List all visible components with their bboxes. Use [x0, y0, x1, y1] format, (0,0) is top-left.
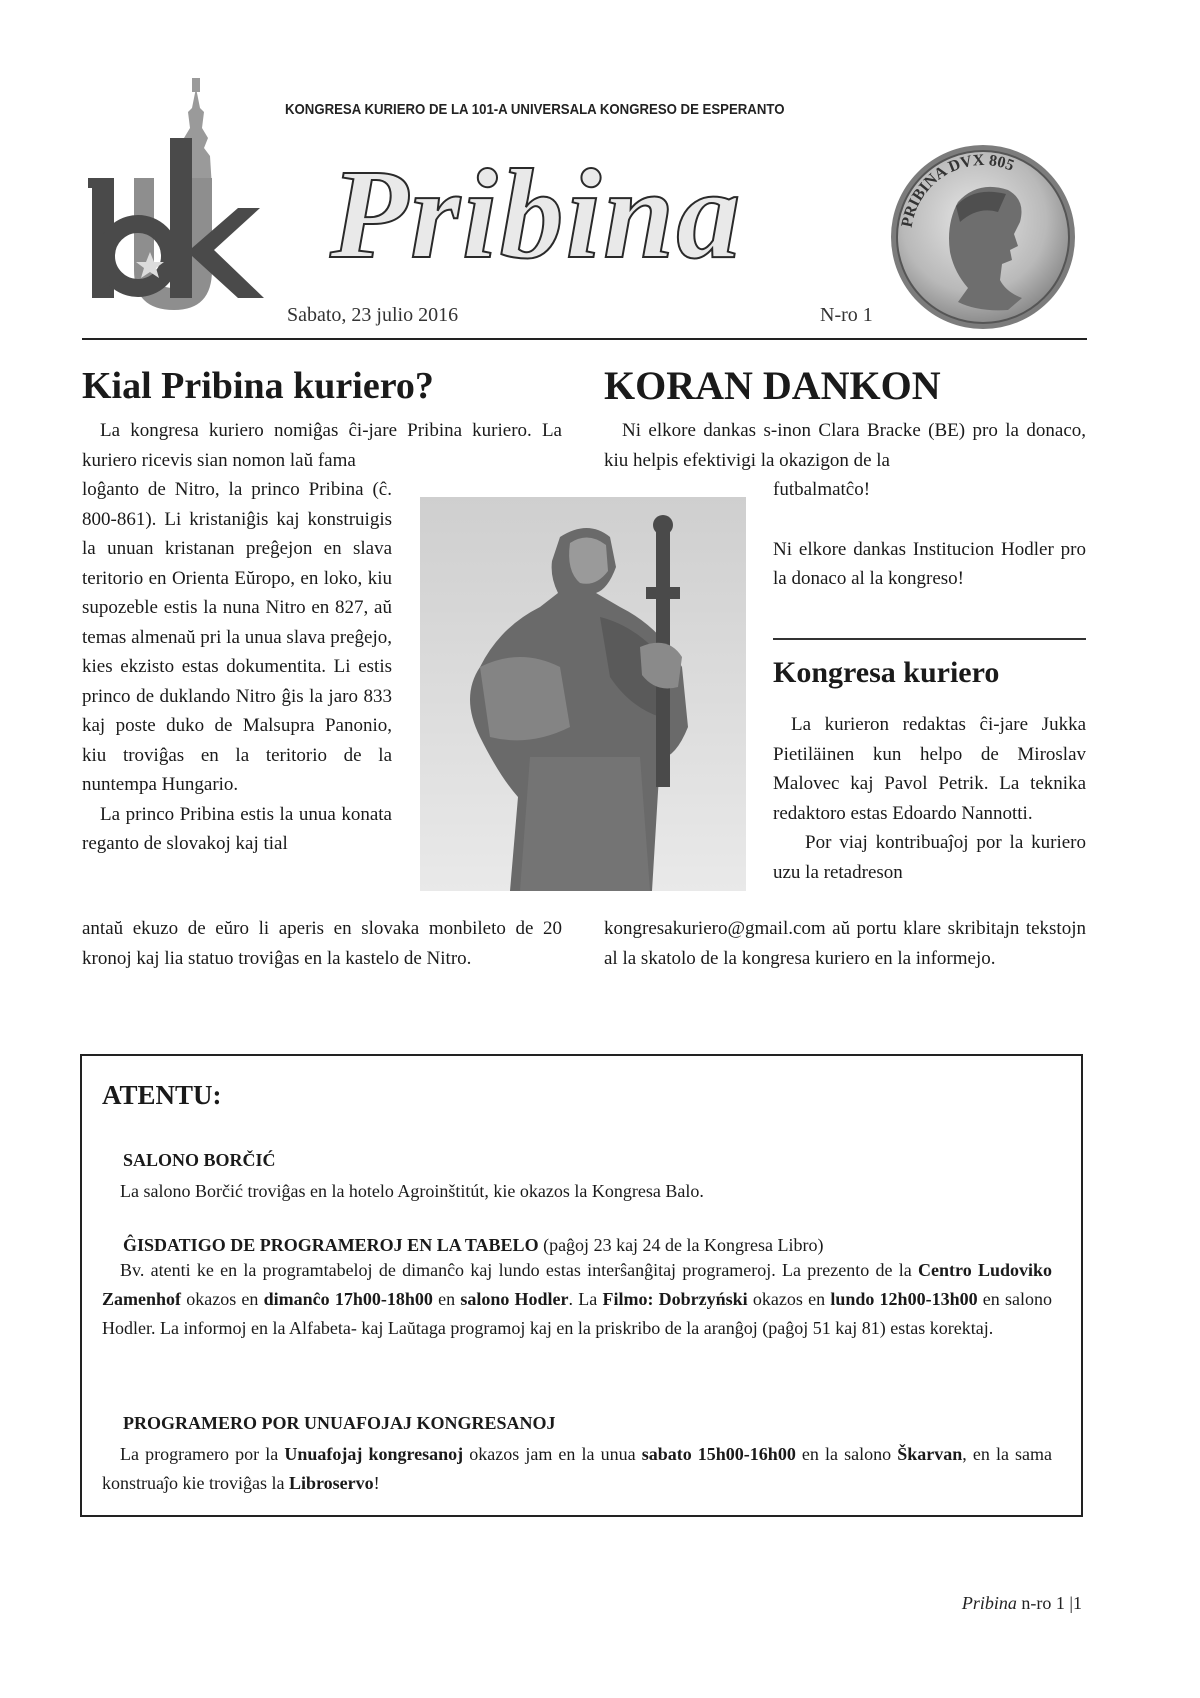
unuafojaj-text: La programero por la Unuafojaj kongresanoj okazos jam en la unua sabato 15h00-16h00 en la salono Škarvan, en la sama konstruaĵo kie troviĝas la Libroservo! — [102, 1444, 1053, 1493]
issue-number: N-ro 1 — [820, 304, 873, 326]
left-article-narrow — [82, 475, 392, 859]
left-article-bottom: antaŭ ekuzo de eŭro li aperis en slovaka monbileto de 20 kronoj kaj lia statuo troviĝas en la kastelo de Nitro. — [82, 918, 562, 969]
page-footer — [962, 1593, 1082, 1614]
kongresa-kuriero-p2: Por viaj kontribuaĵoj por la kuriero uzu la retadreson — [773, 832, 1086, 883]
atentu-title: ATENTU: — [102, 1080, 222, 1110]
gisdatigo-heading-line — [102, 1235, 1052, 1256]
masthead-rule — [82, 338, 1087, 340]
left-article-body2: La princo Pribina estis la unua konata reganto de slovakoj kaj tial — [82, 803, 392, 854]
right-article-heading: KORAN DANKON — [604, 363, 941, 408]
coin-legend: PRIBINA DVX 805 — [898, 151, 1017, 229]
section-rule — [773, 638, 1086, 640]
salono-borcic-heading: SALONO BORČIĆ — [123, 1150, 276, 1170]
left-article-body: loĝanto de Nitro, la princo Pribina (ĉ. 800-861). Li kristaniĝis kaj konstruigis la unuan kristanan preĝejon en slava teritorio en Orienta Eŭropo, en loko, kiu supozeble estis la nuna Nitro en 827, aŭ temas almenaŭ pri la unua slava preĝejo, kies ekzisto estas dokumentita. Li estis princo de duklando Nitro ĝis la jaro 833 kaj poste duko de Malsupra Panonio, kiu troviĝas en la teritorio de la nuntempa Hungario. — [82, 479, 392, 795]
unuafojaj-heading: PROGRAMERO POR UNUAFOJAJ KONGRESANOJ — [123, 1413, 556, 1433]
gisdatigo-text: Bv. atenti ke en la programtabeloj de dimanĉo kaj lundo estas interŝanĝitaj programeroj. La prezento de la Centro Ludoviko Zamenhof okazos en dimanĉo 17h00-18h00 en salono Hodler. La Filmo: Dobrzyński okazos en lundo 12h00-13h00 en salono Hodler. La informoj en la Alfabeta- kaj Laŭtaga programoj kaj en la priskribo de la aranĝoj (paĝoj 51 kaj 81) estas korektaj. — [102, 1260, 1052, 1338]
masthead-title: Pribina — [330, 143, 743, 285]
pribina-coin — [888, 142, 1078, 332]
gisdatigo-heading-note: (paĝoj 23 kaj 24 de la Kongresa Libro) — [538, 1235, 824, 1255]
left-article-intro: La kongresa kuriero nomiĝas ĉi-jare Pribina kuriero. La kuriero ricevis sian nomon laŭ fama — [82, 420, 562, 471]
left-article-heading: Kial Pribina kuriero? — [82, 365, 434, 407]
supertitle: KONGRESA KURIERO DE LA 101-A UNIVERSALA KONGRESO DE ESPERANTO — [285, 101, 785, 118]
right-article-narrow — [773, 475, 1086, 594]
footer-publication: Pribina — [961, 1593, 1017, 1613]
right-article-intro-end: futbalmatĉo! — [773, 479, 871, 500]
pribina-statue-photo — [420, 497, 746, 891]
buk-logo — [88, 78, 264, 328]
gisdatigo-heading: ĜISDATIGO DE PROGRAMEROJ EN LA TABELO — [123, 1235, 539, 1255]
gisdatigo-section — [102, 1235, 1052, 1343]
salono-borcic-text: La salono Borčić troviĝas en la hotelo Agroinštitút, kie okazos la Kongresa Balo. — [120, 1181, 704, 1201]
kongresa-kuriero-bottom: kongresakuriero@gmail.com aŭ portu klare skribitajn tekstojn al la skatolo de la kongresa kuriero en la informejo. — [604, 918, 1086, 969]
kongresa-kuriero-heading: Kongresa kuriero — [773, 656, 1000, 689]
kongresa-kuriero-p1: La kurieron redaktas ĉi-jare Jukka Pietiläinen kun helpo de Miroslav Malovec kaj Pavol Petrik. La teknika redaktoro estas Edoardo Nannotti. — [773, 714, 1086, 824]
kongresa-kuriero-body — [773, 710, 1086, 887]
right-article-thanks2: Ni elkore dankas Institucion Hodler pro la donaco al la kongreso! — [773, 538, 1086, 589]
dateline: Sabato, 23 julio 2016 — [287, 304, 459, 326]
right-article-intro: Ni elkore dankas s-inon Clara Bracke (BE) pro la donaco, kiu helpis efektivigi la okazigon de la — [604, 420, 1086, 471]
page-number: 1 — [1073, 1593, 1082, 1613]
footer-issue: n-ro 1 | — [1016, 1593, 1073, 1613]
